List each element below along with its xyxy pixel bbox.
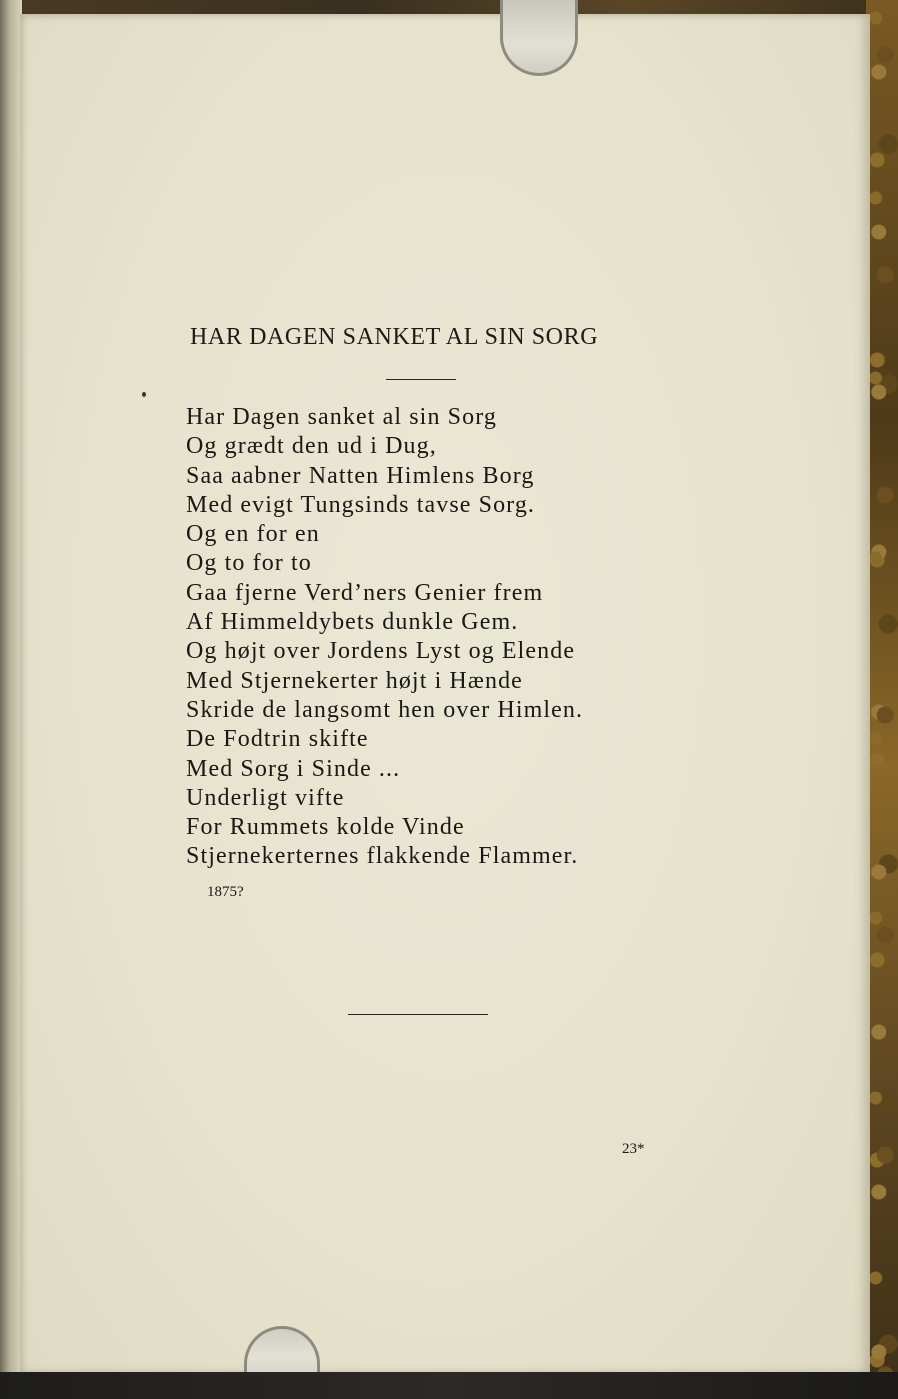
poem-date: 1875? — [207, 884, 244, 900]
poem-line: De Fodtrin skifte — [186, 726, 369, 753]
poem-line: Gaa fjerne Verd’ners Genier frem — [186, 579, 544, 606]
page-clip-top — [500, 0, 578, 76]
book-gutter — [0, 0, 22, 1399]
marbled-cover-edge — [866, 0, 898, 1399]
page-number: 23* — [622, 1141, 645, 1157]
poem-line: Og grædt den ud i Dug, — [186, 433, 437, 460]
poem-line: Af Himmeldybets dunkle Gem. — [186, 609, 519, 636]
section-end-divider — [348, 1014, 488, 1015]
poem-line: Skride de langsomt hen over Himlen. — [186, 696, 584, 723]
poem-line: Saa aabner Natten Himlens Borg — [186, 462, 535, 489]
poem-line: Stjernekerternes flakkende Flammer. — [186, 843, 579, 870]
poem-body — [186, 403, 666, 872]
poem-line: Med evigt Tungsinds tavse Sorg. — [186, 491, 536, 518]
poem-title: HAR DAGEN SANKET AL SIN SORG — [190, 324, 599, 350]
poem-line: Og to for to — [186, 550, 312, 577]
title-divider — [386, 379, 456, 380]
poem-line: Og en for en — [186, 521, 320, 548]
poem-line: For Rummets kolde Vinde — [186, 814, 465, 841]
poem-line: Med Sorg i Sinde ... — [186, 755, 401, 782]
poem-line: Med Stjernekerter højt i Hænde — [186, 667, 523, 694]
poem-line: Og højt over Jordens Lyst og Elende — [186, 638, 576, 665]
poem-line: Underligt vifte — [186, 784, 345, 811]
background-bottom-edge — [0, 1372, 898, 1399]
ink-speck — [142, 392, 146, 397]
poem-line: Har Dagen sanket al sin Sorg — [186, 404, 497, 430]
